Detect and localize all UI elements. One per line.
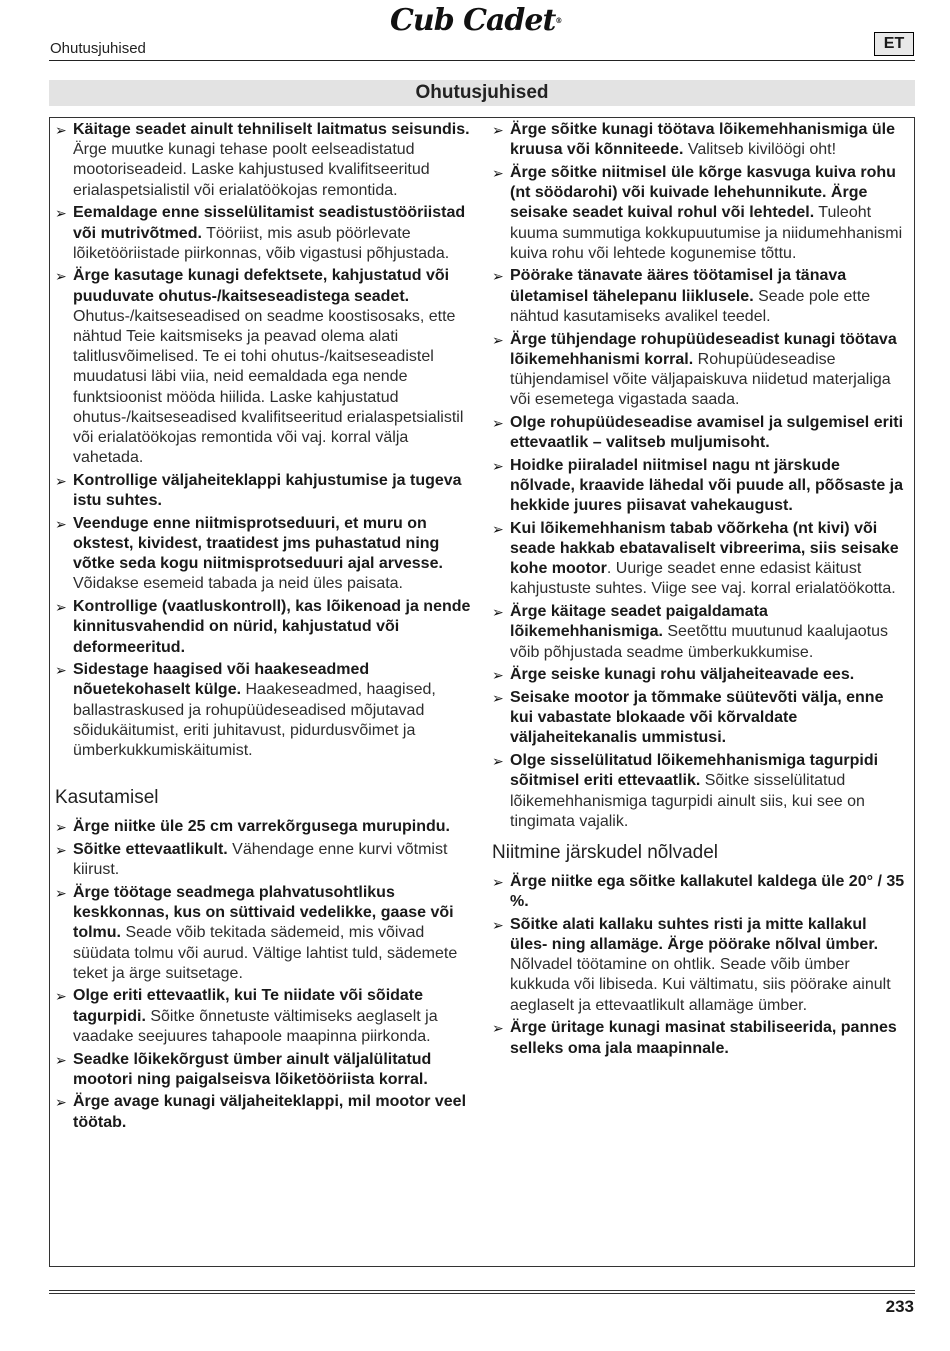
bullet-item [55,266,475,468]
section-heading-slopes: Niitmine järskudel nõlvadel [492,841,718,863]
bullet-bold-text: Olge sisselülitatud lõikemehhanismiga tagurpidi sõitmisel eriti ettevaatlik. [510,752,879,790]
logo-text: Cub Cadet [390,3,556,38]
bullet-bold-text: Pöörake tänavate ääres töötamisel ja tänava ületamisel tähelepanu liiklusele. [510,267,847,305]
arrow-bullet-icon: ➢ [492,604,504,621]
arrow-bullet-icon: ➢ [55,1051,67,1068]
arrow-bullet-icon: ➢ [492,331,504,348]
footer-rule [49,1290,915,1291]
bullet-item [55,514,475,595]
bullet-body-text: Seade pole ette nähtud kasutamiseks avalikel teedel. [510,287,871,325]
arrow-bullet-icon: ➢ [492,268,504,285]
bullet-body-text: Tööriist, mis asub pöörlevate lõiketööriistade piirkonnas, võib vigastusi põhjustada. [73,224,450,262]
bullet-item [55,597,475,658]
bullet-bold-text: Ärge tühjendage rohupüüdeseadist kunagi töötava lõikemehhanismi korral. [510,330,897,368]
bullet-body-text: Valitseb kivilöögi oht! [683,141,837,159]
bullet-item [492,456,907,517]
arrow-bullet-icon: ➢ [55,1094,67,1111]
bullet-item [55,1050,475,1090]
arrow-bullet-icon: ➢ [492,1020,504,1037]
bullet-bold-text: Ärge töötage seadmega plahvatusohtlikus keskkonnas, kus on süttivaid vedelikke, gaase või tolmu. [73,883,454,942]
bullet-body-text: Vähendage enne kurvi võtmist kiirust. [73,841,448,879]
bullet-body-text: Sõitke sisselülitatud lõikemehhanismiga tagurpidi ainult siis, kui see on tingimata vajalik. [510,772,865,830]
language-badge: ET [874,32,914,56]
bullet-item [492,1018,907,1058]
bullet-item [55,203,475,264]
bullet-body-text: Ärge muutke kunagi tehase poolt eelseadistatud mootoriseadeid. Laske kahjustused kvalifitseeritud erialaspetsialistil või erialatöökojas remontida. [73,141,430,199]
arrow-bullet-icon: ➢ [492,873,504,890]
bullet-bold-text: Ärge sõitke kunagi töötava lõikemehhanismiga üle kruusa või kõnniteede. [510,121,895,159]
arrow-bullet-icon: ➢ [55,819,67,836]
bullet-body-text: Nõlvadel töötamine on ohtlik. Seade võib ümber kukkuda või libiseda. Kui vältimatu, siis pöörake ainult aeglaselt ja ettevaatlikult allamäge ümber. [510,956,891,1014]
bullet-item [492,413,907,453]
right-bullet-list-slopes [492,872,907,1059]
bullet-item [492,519,907,600]
bullet-item [492,602,907,663]
arrow-bullet-icon: ➢ [55,842,67,858]
left-bullet-list [55,120,475,761]
arrow-bullet-icon: ➢ [492,122,504,138]
bullet-item [55,986,475,1047]
bullet-body-text: Ohutus-/kaitseseadised on seadme koostisosaks, ette nähtud Teie kaitsmiseks ja peavad olema alati talitlusvõimelised. Te ei tohi ohutus-/kaitseseadistel muudatusi läbi viia, neid eemaldada ega nende funktsioonist mööda hiilida. Laske kahjustatud ohutus-/kaitseseadised kvalifitseeritud erialaspetsialistil või erialatöökojas remontida või vaj. korral välja vahetada. [73,307,464,467]
bullet-bold-text: Ärge kasutage kunagi defektsete, kahjustatud või puuduvate ohutus-/kaitseseadistega seadet. [73,267,450,305]
bullet-body-text: Rohupüüdeseadise tühjendamisel võite väljapaiskuva niidetud materjaliga või esemetega vigastada saada. [510,350,891,409]
arrow-bullet-icon: ➢ [492,164,504,181]
bullet-item [492,266,907,327]
running-header: Ohutusjuhised [50,40,146,57]
footer-rule-double [49,1293,915,1294]
bullet-item [492,751,907,832]
arrow-bullet-icon: ➢ [492,520,504,537]
arrow-bullet-icon: ➢ [55,988,67,1005]
bullet-bold-text: Olge eriti ettevaatlik, kui Te niidate või sõidate tagurpidi. [73,987,424,1025]
bullet-item [55,660,475,761]
bullet-bold-text: Ärge niitke ega sõitke kallakutel kaldega üle 20° / 35 %. [510,872,905,911]
bullet-body-text: Seade võib tekitada sädemeid, mis võivad süüdata tolmu või aurud. Vältige lahtist tuld, sädemete teket ja ärge suitsetage. [73,924,458,982]
arrow-bullet-icon: ➢ [55,884,67,901]
bullet-bold-text: Ärge niitke üle 25 cm varrekõrgusega murupindu. [73,818,450,836]
bullet-body-text: Sõitke õnnetuste vältimiseks aeglaselt ja vaadake seejuures tahapoole maapinna piirkonda. [73,1007,438,1045]
bullet-bold-text: Sidestage haagised või haakeseadmed nõuetekohaselt külge. [73,661,370,699]
bullet-item [55,883,475,984]
arrow-bullet-icon: ➢ [492,689,504,706]
bullet-bold-text: Ärge seiske kunagi rohu väljaheiteavade ees. [510,666,855,684]
bullet-item [55,840,475,880]
bullet-bold-text: Veenduge enne niitmisprotseduuri, et muru on okstest, kividest, traatidest jms puhastatud ning võtke seda kogu niitmisprotseduuri ajal arvesse. [73,514,443,573]
bullet-item [55,471,475,511]
bullet-item [492,915,907,1016]
bullet-bold-text: Eemaldage enne sisselülitamist seadistustööriistad või mutrivõtmed. [73,204,466,242]
bullet-body-text: Haakeseadmed, haagised, ballastraskused ja rohupüüdeseadised mõjutavad sõidukäitumist, eriti juhitavust, pidurdusvõimet ja ümberkukkumiskäitumist. [73,681,436,760]
page-title: Ohutusjuhised [49,80,915,106]
bullet-bold-text: Seisake mootor ja tõmmake süütevõti välja, enne kui vabastate blokaade või kõrvaldate väljaheitekanalis ummistusi. [510,688,884,747]
bullet-bold-text: Sõitke ettevaatlikult. [73,841,228,858]
arrow-bullet-icon: ➢ [492,457,504,474]
bullet-bold-text: Seadke lõikekõrgust ümber ainult väljalülitatud mootori ning paigalseisva lõiketööriista korral. [73,1050,432,1088]
page-number: 233 [885,1297,914,1316]
arrow-bullet-icon: ➢ [492,916,504,933]
bullet-bold-text: Ärge üritage kunagi masinat stabiliseerida, pannes selleks oma jala maapinnale. [510,1019,897,1057]
header-rule [49,60,915,61]
brand-logo [390,4,575,38]
section-heading-usage: Kasutamisel [55,787,159,809]
bullet-body-text: Seetõttu muutunud kaalujaotus võib põhjustada seadme ümberkukkumise. [510,623,888,661]
bullet-body-text: . Uurige seadet enne edasist käitust kahjustuste suhtes. Viige see vaj. korral erialatöökotta. [510,560,896,598]
arrow-bullet-icon: ➢ [55,122,67,138]
bullet-item [492,163,907,264]
bullet-item [492,330,907,411]
bullet-item [492,120,907,160]
bullet-body-text: Tuleoht kuuma summutiga kokkupuutumise ja niidumehhanismi kuiva rohu või lehtede kogunemise tõttu. [510,204,903,262]
registered-mark: ® [555,16,562,25]
bullet-item [492,872,907,912]
bullet-bold-text: Käitage seadet ainult tehniliselt laitmatus seisundis. [73,121,470,138]
left-column [55,120,475,1135]
arrow-bullet-icon: ➢ [55,662,67,679]
bullet-bold-text: Kontrollige väljaheiteklappi kahjustumise ja tugeva istu suhtes. [73,471,462,510]
bullet-item [492,688,907,749]
arrow-bullet-icon: ➢ [55,515,67,532]
arrow-bullet-icon: ➢ [492,753,504,770]
arrow-bullet-icon: ➢ [55,205,67,222]
bullet-bold-text: Ärge käitage seadet paigaldamata lõikemehhanismiga. [510,603,768,641]
bullet-bold-text: Ärge avage kunagi väljaheiteklappi, mil mootor veel töötab. [73,1093,467,1131]
bullet-item [55,1092,475,1132]
arrow-bullet-icon: ➢ [55,472,67,489]
bullet-bold-text: Olge rohupüüdeseadise avamisel ja sulgemisel eriti ettevaatlik – valitseb muljumisoht. [510,413,904,452]
right-column [492,120,907,1061]
bullet-item [55,817,475,837]
right-bullet-list [492,120,907,832]
bullet-bold-text: Ärge sõitke niitmisel üle kõrge kasvuga kuiva rohu (nt söödarohi) või kuivade lehehunnikute. Ärge seisake seadet kuival rohul või lehtedel. [510,163,896,222]
arrow-bullet-icon: ➢ [55,268,67,285]
bullet-bold-text: Kontrollige (vaatluskontroll), kas lõikenoad ja nende kinnitusvahendid on nürid, kahjustatud või deformeeritud. [73,598,471,656]
arrow-bullet-icon: ➢ [55,599,67,616]
arrow-bullet-icon: ➢ [492,414,504,431]
bullet-item [55,120,475,201]
bullet-item [492,665,907,685]
left-bullet-list-usage [55,817,475,1133]
bullet-bold-text: Sõitke alati kallaku suhtes risti ja mitte kallakul üles- ning allamäge. Ärge pöörake nõlval ümber. [510,915,879,954]
bullet-body-text: Võidakse esemeid tabada ja neid üles paisata. [73,575,403,593]
arrow-bullet-icon: ➢ [492,667,504,684]
bullet-bold-text: Hoidke piiraladel niitmisel nagu nt järskude nõlvade, kraavide lähedal või puude all, põõsaste ja hekkide juures piisavat vahekaugust. [510,456,904,515]
bullet-bold-text: Kui lõikemehhanism tabab võõrkeha (nt kivi) või seade hakkab ebatavaliselt vibreerima, siis seisake kohe mootor [510,519,899,578]
